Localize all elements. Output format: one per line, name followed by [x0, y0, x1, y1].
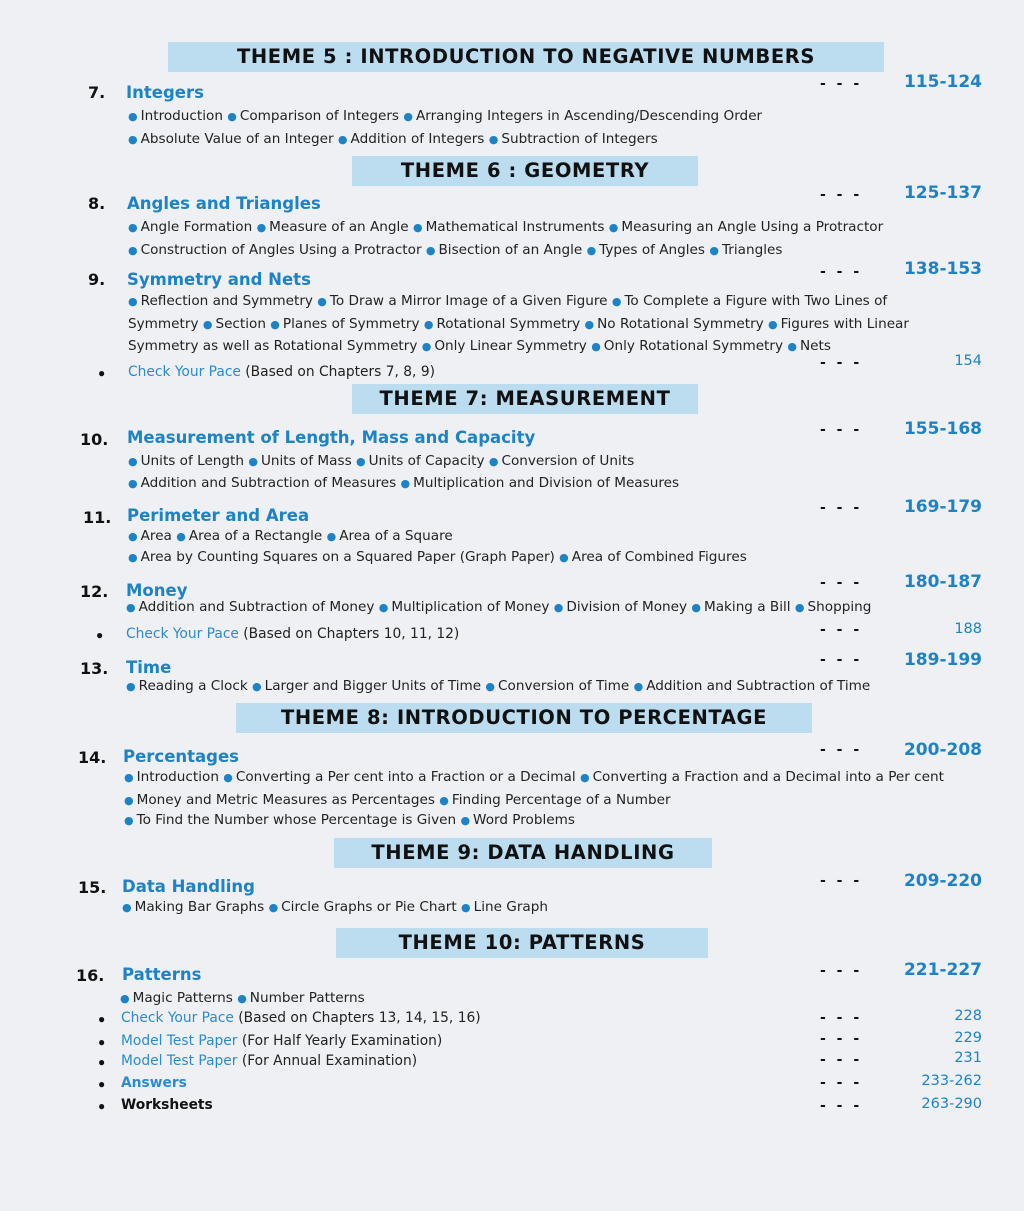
- chapter-number: 13.: [80, 659, 109, 678]
- leader-dashes: - - -: [820, 742, 863, 758]
- chapter-number: 14.: [78, 748, 107, 767]
- chapter-pages: 189-199: [903, 650, 982, 670]
- bullet-icon: ●: [98, 1099, 106, 1113]
- chapter-title[interactable]: Money: [126, 581, 188, 600]
- leader-dashes: - - -: [820, 500, 863, 516]
- topic-line: ● Area ● Area of a Rectangle ● Area of a Square: [128, 528, 453, 544]
- bullet-icon: ●: [98, 1077, 106, 1091]
- extra-item[interactable]: Check Your Pace (Based on Chapters 10, 11, 12): [126, 626, 460, 642]
- chapter-number: 9.: [88, 270, 106, 289]
- topic-line: ● Making Bar Graphs ● Circle Graphs or Pie Chart ● Line Graph: [122, 899, 549, 915]
- extra-item[interactable]: Model Test Paper (For Half Yearly Examination): [121, 1033, 443, 1049]
- extra-pages: 231: [954, 1050, 982, 1066]
- leader-dashes: - - -: [820, 873, 863, 889]
- leader-dashes: - - -: [820, 622, 863, 638]
- theme-heading: THEME 5 : INTRODUCTION TO NEGATIVE NUMBERS: [168, 42, 884, 72]
- bullet-icon: ●: [98, 1055, 106, 1069]
- leader-dashes: - - -: [820, 963, 863, 979]
- topic-line: ● Addition and Subtraction of Measures ● Multiplication and Division of Measures: [128, 475, 680, 491]
- leader-dashes: - - -: [820, 652, 863, 668]
- chapter-pages: 125-137: [903, 183, 982, 203]
- chapter-title[interactable]: Measurement of Length, Mass and Capacity: [127, 428, 536, 447]
- bullet-icon: ●: [98, 366, 106, 380]
- leader-dashes: - - -: [820, 1031, 863, 1047]
- chapter-number: 10.: [80, 430, 109, 449]
- theme-heading: THEME 6 : GEOMETRY: [352, 156, 698, 186]
- bullet-icon: ●: [98, 1012, 106, 1026]
- extra-item[interactable]: Worksheets: [121, 1097, 213, 1113]
- chapter-title[interactable]: Data Handling: [122, 877, 255, 896]
- extra-pages: 188: [954, 621, 982, 637]
- bullet-icon: ●: [96, 628, 104, 642]
- topic-line: ● Construction of Angles Using a Protractor ● Bisection of an Angle ● Types of Angles ● Triangles: [128, 242, 783, 258]
- topic-line: ● Addition and Subtraction of Money ● Multiplication of Money ● Division of Money ● Making a Bill ● Shopping: [126, 599, 872, 615]
- chapter-number: 16.: [76, 966, 105, 985]
- leader-dashes: - - -: [820, 187, 863, 203]
- topic-line: ● Absolute Value of an Integer ● Addition of Integers ● Subtraction of Integers: [128, 131, 658, 147]
- extra-pages: 228: [954, 1008, 982, 1024]
- theme-heading: THEME 9: DATA HANDLING: [334, 838, 712, 868]
- chapter-title[interactable]: Symmetry and Nets: [127, 270, 311, 289]
- topic-line: Symmetry as well as Rotational Symmetry ● Only Linear Symmetry ● Only Rotational Symmetry ● Nets: [128, 338, 831, 354]
- chapter-title[interactable]: Percentages: [123, 747, 239, 766]
- leader-dashes: - - -: [820, 575, 863, 591]
- extra-item[interactable]: Check Your Pace (Based on Chapters 7, 8, 9): [128, 364, 435, 380]
- extra-pages: 233-262: [921, 1073, 982, 1089]
- chapter-pages: 138-153: [903, 259, 982, 279]
- chapter-title[interactable]: Patterns: [122, 965, 202, 984]
- chapter-pages: 221-227: [903, 960, 982, 980]
- chapter-number: 8.: [88, 194, 106, 213]
- topic-line: ● Reading a Clock ● Larger and Bigger Units of Time ● Conversion of Time ● Addition and Subtraction of Time: [126, 678, 871, 694]
- extra-pages: 154: [954, 353, 982, 369]
- leader-dashes: - - -: [820, 1098, 863, 1114]
- leader-dashes: - - -: [820, 355, 863, 371]
- leader-dashes: - - -: [820, 422, 863, 438]
- topic-line: ● Angle Formation ● Measure of an Angle ● Mathematical Instruments ● Measuring an Angle Using a Protractor: [128, 219, 884, 235]
- topic-line: ● Units of Length ● Units of Mass ● Units of Capacity ● Conversion of Units: [128, 453, 635, 469]
- chapter-title[interactable]: Time: [126, 658, 172, 677]
- bullet-icon: ●: [98, 1035, 106, 1049]
- chapter-number: 12.: [80, 582, 109, 601]
- leader-dashes: - - -: [820, 1075, 863, 1091]
- chapter-pages: 115-124: [903, 72, 982, 92]
- chapter-number: 11.: [83, 508, 112, 527]
- chapter-number: 7.: [88, 83, 106, 102]
- chapter-pages: 180-187: [903, 572, 982, 592]
- chapter-pages: 169-179: [903, 497, 982, 517]
- topic-line: ● Introduction ● Converting a Per cent into a Fraction or a Decimal ● Converting a Fraction and a Decimal into a Per cent: [124, 769, 944, 785]
- topic-line: ● Magic Patterns ● Number Patterns: [120, 990, 365, 1006]
- extra-item[interactable]: Model Test Paper (For Annual Examination): [121, 1053, 418, 1069]
- extra-item[interactable]: Answers: [121, 1075, 187, 1091]
- topic-line: ● Area by Counting Squares on a Squared Paper (Graph Paper) ● Area of Combined Figures: [128, 549, 747, 565]
- topic-line: Symmetry ● Section ● Planes of Symmetry ● Rotational Symmetry ● No Rotational Symmetry ● Figures with Linear: [128, 316, 909, 332]
- chapter-title[interactable]: Perimeter and Area: [127, 506, 310, 525]
- theme-heading: THEME 10: PATTERNS: [336, 928, 708, 958]
- leader-dashes: - - -: [820, 264, 863, 280]
- chapter-pages: 200-208: [903, 740, 982, 760]
- extra-item[interactable]: Check Your Pace (Based on Chapters 13, 14, 15, 16): [121, 1010, 481, 1026]
- chapter-number: 15.: [78, 878, 107, 897]
- chapter-title[interactable]: Integers: [126, 83, 204, 102]
- chapter-pages: 155-168: [903, 419, 982, 439]
- leader-dashes: - - -: [820, 76, 863, 92]
- leader-dashes: - - -: [820, 1052, 863, 1068]
- extra-pages: 263-290: [921, 1096, 982, 1112]
- topic-line: ● Reflection and Symmetry ● To Draw a Mirror Image of a Given Figure ● To Complete a Figure with Two Lines of: [128, 293, 888, 309]
- topic-line: ● To Find the Number whose Percentage is Given ● Word Problems: [124, 812, 575, 828]
- chapter-title[interactable]: Angles and Triangles: [127, 194, 321, 213]
- leader-dashes: - - -: [820, 1010, 863, 1026]
- theme-heading: THEME 7: MEASUREMENT: [352, 384, 698, 414]
- topic-line: ● Introduction ● Comparison of Integers ● Arranging Integers in Ascending/Descending Order: [128, 108, 763, 124]
- theme-heading: THEME 8: INTRODUCTION TO PERCENTAGE: [236, 703, 812, 733]
- extra-pages: 229: [954, 1030, 982, 1046]
- chapter-pages: 209-220: [903, 871, 982, 891]
- topic-line: ● Money and Metric Measures as Percentages ● Finding Percentage of a Number: [124, 792, 671, 808]
